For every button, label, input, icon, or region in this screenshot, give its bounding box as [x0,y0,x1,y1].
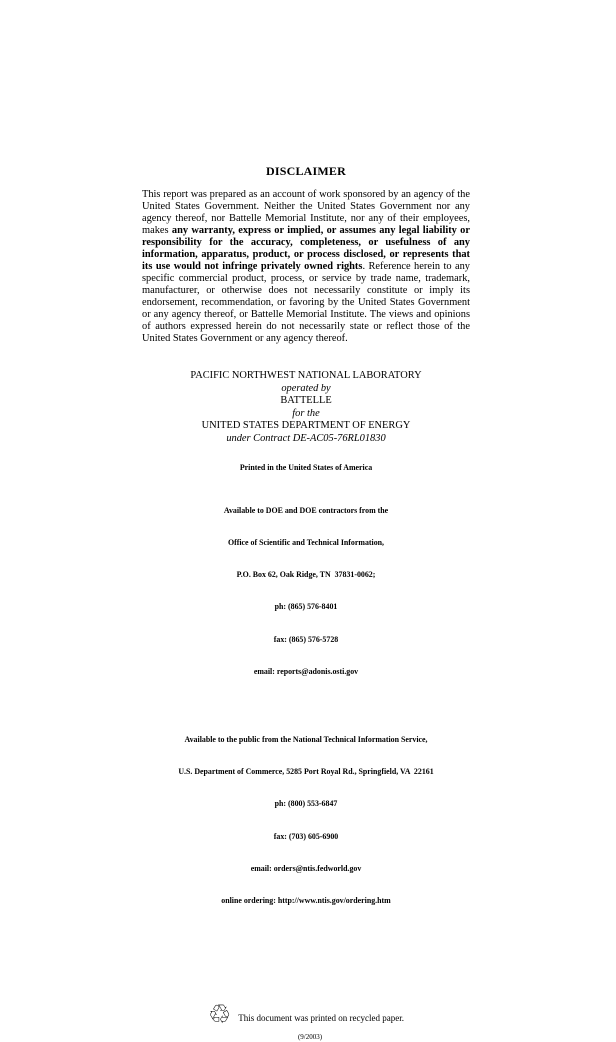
doe-availability-line: fax: (865) 576-5728 [273,634,339,644]
department-line: UNITED STATES DEPARTMENT OF ENERGY [201,420,411,431]
page-title: DISCLAIMER [265,164,346,178]
public-availability-line: email: orders@ntis.fedworld.gov [250,863,362,873]
disclaimer-paragraph [142,189,470,345]
doe-availability-line: P.O. Box 62, Oak Ridge, TN 37831-0062; [236,570,376,580]
footer-date-code: (9/2003) [297,1032,323,1041]
public-availability-line: online ordering: http://www.ntis.gov/ordering.htm [221,895,391,905]
disclaimer-text-before-bold: This report was prepared as an account of work sponsored by an agency of the United States Government. Neither the United States Government nor any agency thereof, nor Battelle Memorial Institute, nor any of their employees, makes [142,189,470,236]
doe-availability-line: Office of Scientific and Technical Information, [227,538,385,548]
laboratory-name: PACIFIC NORTHWEST NATIONAL LABORATORY [190,370,422,381]
contract-line: under Contract DE-AC05-76RL01830 [226,432,386,444]
public-availability-block [0,714,612,928]
operator-block [0,370,612,445]
recycle-icon: ♲ [207,999,232,1030]
public-availability-line: ph: (800) 553-6847 [274,799,338,809]
doe-availability-block [0,485,612,699]
doe-availability-line: ph: (865) 576-8401 [274,602,338,612]
doe-availability-line: email: reports@adonis.osti.gov [253,666,359,676]
disclaimer-text-bold: any warranty, express or implied, or assumes any legal liability or responsibility for the accuracy, completeness, or usefulness of any information, apparatus, product, or process disclosed, or represents that its use would not infringe privately owned rights [142,225,470,272]
public-availability-line: U.S. Department of Commerce, 5285 Port Royal Rd., Springfield, VA 22161 [178,767,434,777]
for-the-line: for the [292,407,320,419]
battelle-line: BATTELLE [280,395,332,406]
printed-in-usa-line: Printed in the United States of America [239,463,373,472]
doe-availability-line: Available to DOE and DOE contractors from the [223,506,389,516]
public-availability-line: fax: (703) 605-6900 [273,831,339,841]
operated-by-line: operated by [281,382,331,394]
recycled-paper-note: This document was printed on recycled paper. [238,1012,404,1023]
recycled-paper-footer [0,999,612,1030]
public-availability-line: Available to the public from the National Technical Information Service, [184,735,428,745]
disclaimer-text-after-bold: . Reference herein to any specific commercial product, process, or service by trade name, trademark, manufacturer, or otherwise does not necessarily constitute or imply its endorsement, recommendation, or favoring by the United States Government or any agency thereof, or Battelle Memorial Institute. The views and opinions of authors expressed herein do not necessarily state or reflect those of the United States Government or any agency thereof. [142,261,471,344]
